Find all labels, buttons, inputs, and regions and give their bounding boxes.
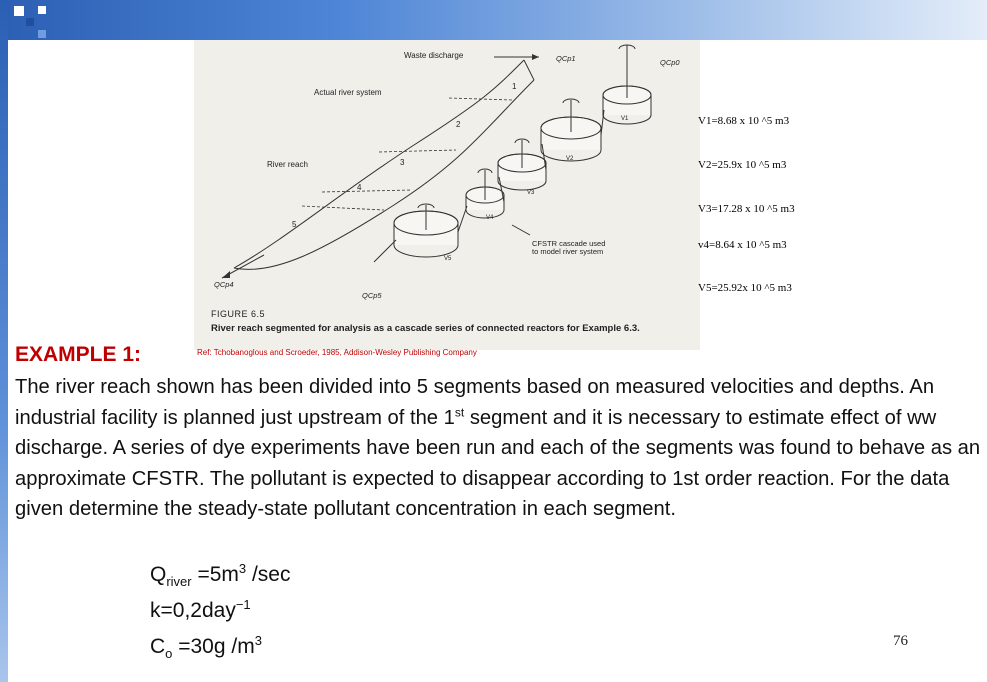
page-number: 76 [893, 633, 908, 649]
example-description [15, 372, 987, 525]
c-symbol: C [150, 635, 166, 658]
label-cfstr-2: to model river system [532, 247, 604, 256]
label-qcp0: QCp0 [660, 58, 680, 67]
q-exponent: 3 [238, 561, 247, 576]
volume-v3: V3=17.28 x 10 ^5 m3 [698, 203, 795, 215]
q-symbol: Q [150, 563, 167, 586]
reactor-label: V3 [527, 190, 535, 196]
reactor-label: V4 [486, 215, 494, 221]
figure-number: FIGURE 6.5 [211, 309, 266, 319]
ordinal-suffix: st [454, 404, 465, 419]
q-value: =5m [191, 563, 239, 586]
k-exponent: −1 [235, 597, 251, 612]
formula-k [150, 597, 251, 623]
reference: Ref: Tchobanoglous and Scroeder, 1985, Addison-Wesley Publishing Company [197, 348, 477, 357]
decorative-square [14, 6, 24, 16]
segment-number: 3 [400, 158, 405, 167]
label-waste-discharge: Waste discharge [404, 51, 464, 60]
segment-number: 2 [456, 120, 461, 129]
river-reach-figure [194, 40, 700, 350]
header-gradient-bar [0, 0, 987, 40]
label-river-reach: River reach [267, 160, 308, 169]
segment-number: 4 [357, 183, 362, 192]
c-value: =30g /m [172, 635, 255, 658]
k-value: k=0,2day [150, 599, 236, 622]
river-diagram [194, 40, 700, 350]
q-subscript: river [166, 574, 192, 590]
q-unit: /sec [246, 563, 291, 586]
decorative-square [38, 6, 46, 14]
decorative-square [26, 18, 34, 26]
label-qcp4: QCp4 [214, 280, 234, 289]
formula-q-river [150, 561, 291, 589]
reactor-label: V5 [444, 256, 452, 262]
label-qcp1: QCp1 [556, 54, 576, 63]
segment-number: 5 [292, 220, 297, 229]
volume-v4: v4=8.64 x 10 ^5 m3 [698, 239, 787, 251]
label-actual-river: Actual river system [314, 88, 382, 97]
description-part1: The river reach shown has been divided into 5 segments based on measured velocities and depths. An industrial facility is planned just upstream of the 1 [15, 376, 935, 429]
c-exponent: 3 [254, 633, 262, 648]
reactor-label: V2 [566, 156, 574, 162]
label-cfstr-1: CFSTR cascade used [532, 239, 606, 248]
segment-number: 1 [512, 82, 517, 91]
figure-caption: River reach segmented for analysis as a cascade series of connected reactors for Example 6.3. [211, 323, 640, 334]
example-title: EXAMPLE 1: [15, 343, 142, 366]
decorative-square [38, 30, 46, 38]
description-part2: segment and it is necessary to estimate effect of ww discharge. A series of dye experiments have been run and each of the segments was found to behave as an approximate CFSTR. The pollutant is expected to disappear according to 1st order reaction. For the data given determine the steady-state pollutant concentration in each segment. [15, 406, 981, 521]
volume-v2: V2=25.9x 10 ^5 m3 [698, 159, 787, 171]
formula-c0 [150, 633, 262, 661]
label-qcp5: QCp5 [362, 291, 382, 300]
left-gradient-bar [0, 0, 8, 682]
c-subscript: o [165, 646, 173, 662]
volume-v1: V1=8.68 x 10 ^5 m3 [698, 115, 790, 127]
reactor-label: V1 [621, 116, 629, 122]
volume-v5: V5=25.92x 10 ^5 m3 [698, 282, 792, 294]
